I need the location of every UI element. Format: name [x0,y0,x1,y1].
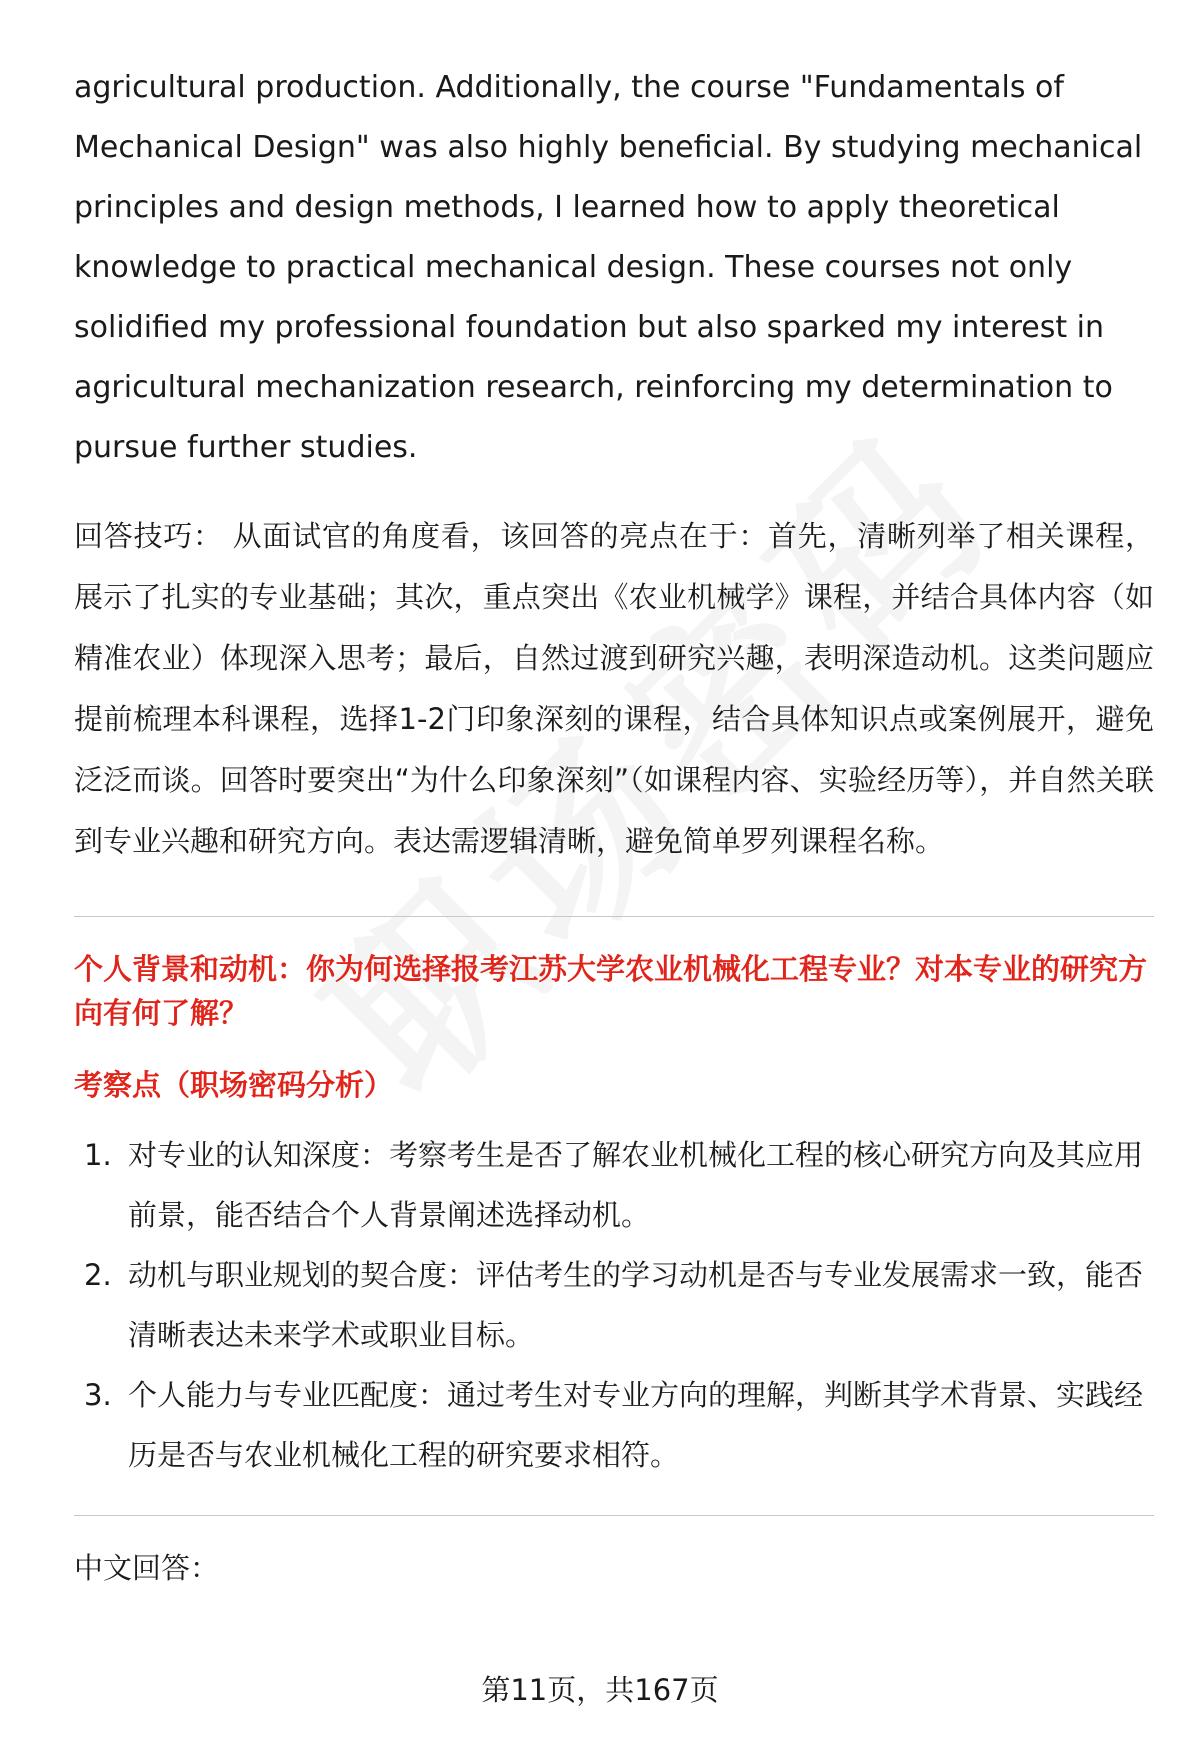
tips-text: 从面试官的角度看，该回答的亮点在于：首先，清晰列举了相关课程，展示了扎实的专业基础；其次，重点突出《农业机械学》课程，并结合具体内容（如精准农业）体现深入思考；最后，自然过渡到研究兴趣，表明深造动机。这类问题应提前梳理本科课程，选择1-2门印象深刻的课程，结合具体知识点或案例展开，避免泛泛而谈。回答时要突出“为什么印象深刻”（如课程内容、实验经历等），并自然关联到专业兴趣和研究方向。表达需逻辑清晰，避免简单罗列课程名称。 [74,519,1154,858]
list-item-text: 个人能力与专业匹配度：通过考生对专业方向的理解，判断其学术背景、实践经历是否与农业机械化工程的研究要求相符。 [128,1378,1144,1472]
list-item-number: 3. [84,1378,112,1412]
analysis-points-list [74,1125,1154,1485]
question-title: 个人背景和动机：你为何选择报考江苏大学农业机械化工程专业？对本专业的研究方向有何了解？ [74,952,1148,1030]
list-item [74,1365,1154,1485]
section-divider [74,916,1154,917]
list-item [74,1125,1154,1245]
page-number-footer: 第11页，共167页 [481,1673,719,1707]
page-content [74,58,1154,1598]
list-item-text: 动机与职业规划的契合度：评估考生的学习动机是否与专业发展需求一致，能否清晰表达未来学术或职业目标。 [128,1258,1144,1352]
tips-label: 回答技巧： [74,519,223,553]
list-item-number: 1. [84,1138,112,1172]
list-item-text: 对专业的认知深度：考察考生是否了解农业机械化工程的核心研究方向及其应用前景，能否结合个人背景阐述选择动机。 [128,1138,1144,1232]
list-item [74,1245,1154,1365]
answer-label: 中文回答： [74,1551,220,1585]
list-item-number: 2. [84,1258,112,1292]
analysis-title: 考察点（职场密码分析） [74,1068,394,1102]
intro-paragraph: agricultural production. Additionally, the course "Fundamentals of Mechanical Design" was also highly beneficial. By studying mechanical principles and design methods, I learned how to apply theoretical knowledge to practical mechanical design. These courses not only solidified my professional foundation but also sparked my interest in agricultural mechanization research, reinforcing my determination to pursue further studies. [74,70,1143,465]
section-divider [74,1515,1154,1516]
tips-paragraph [74,506,1154,872]
